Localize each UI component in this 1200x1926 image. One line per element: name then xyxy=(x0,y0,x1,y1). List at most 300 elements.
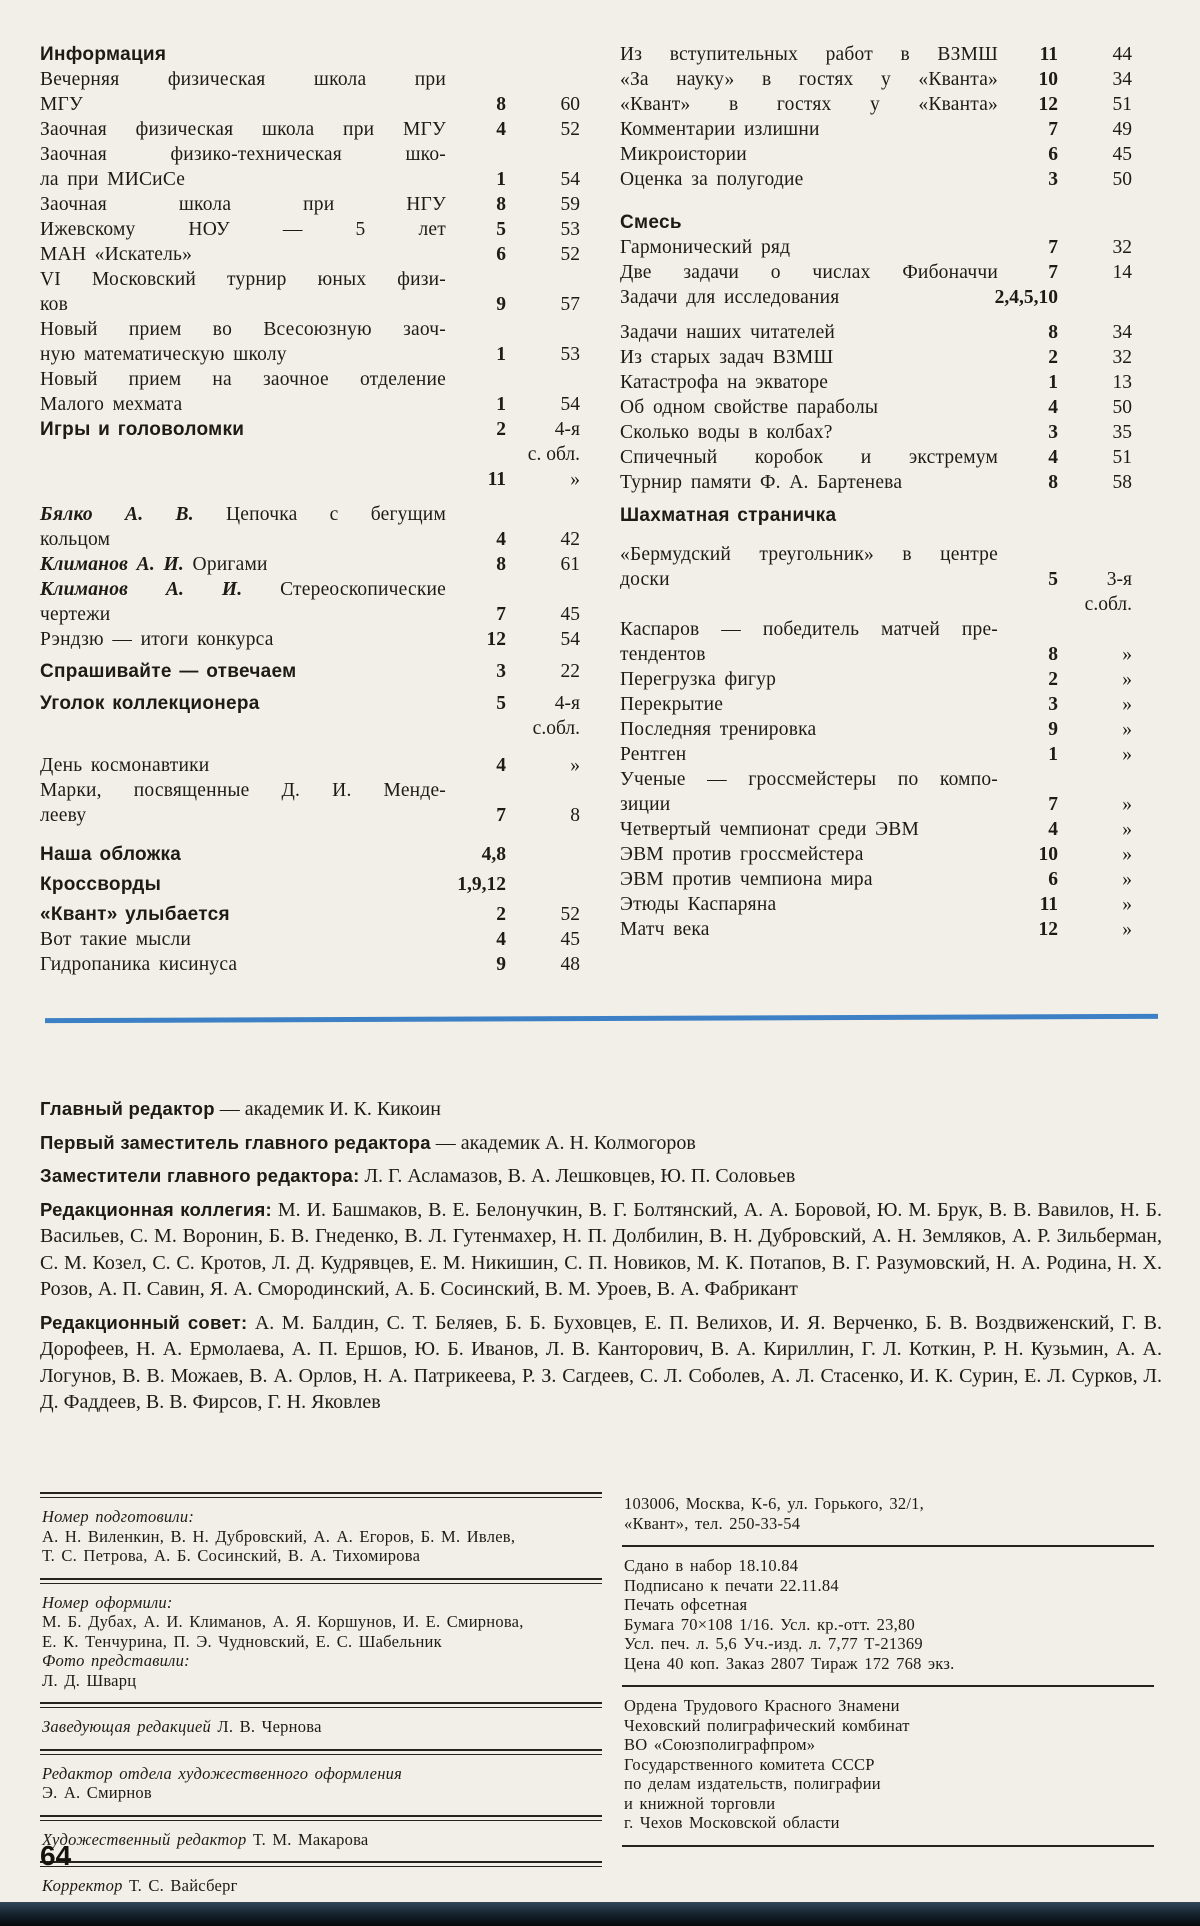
toc-entry-title xyxy=(40,552,446,577)
toc-entry-title-line: Спрашивайте — отвечаем xyxy=(40,661,297,682)
toc-entry-page: с. обл. xyxy=(527,444,580,465)
toc-entry-page: 45 xyxy=(1112,144,1132,165)
colophon-section xyxy=(40,1498,602,1578)
toc-row xyxy=(620,917,1132,942)
toc-entry-issue: 7 xyxy=(496,604,506,625)
toc-gap xyxy=(40,828,580,842)
toc-row xyxy=(40,927,580,952)
toc-entry-page: 45 xyxy=(560,929,580,950)
toc-entry-issue: 10 xyxy=(1038,844,1058,865)
toc-entry-issue: 1 xyxy=(496,344,506,365)
toc-entry-issue: 4 xyxy=(1048,447,1058,468)
toc-entry-page: 4-я xyxy=(554,419,580,440)
toc-row xyxy=(40,872,580,897)
toc-row xyxy=(620,370,1132,395)
toc-entry-issue: 12 xyxy=(1038,94,1058,115)
toc-entry-title-line: Марки, посвященные Д. И. Менде- xyxy=(40,780,446,801)
toc-row xyxy=(40,502,580,552)
toc-entry-title xyxy=(620,167,998,192)
toc-entry-page: 14 xyxy=(1112,262,1132,283)
toc-entry-issue: 6 xyxy=(1048,869,1058,890)
colophon-section xyxy=(622,1547,1154,1685)
toc-row xyxy=(40,142,580,192)
toc-entry-page: 51 xyxy=(1112,447,1132,468)
toc-row xyxy=(620,285,1132,310)
toc-entry-issue: 8 xyxy=(496,194,506,215)
toc-entry-title xyxy=(620,260,998,285)
toc-entry-title-line: Кроссворды xyxy=(40,874,162,895)
toc-entry-issue: 7 xyxy=(1048,794,1058,815)
toc-entry-issue: 3 xyxy=(1048,422,1058,443)
toc-entry-page: 52 xyxy=(560,244,580,265)
toc-row xyxy=(620,470,1132,495)
toc-row xyxy=(40,42,580,67)
toc-entry-title-line: тендентов xyxy=(620,644,706,665)
toc-row xyxy=(620,892,1132,917)
toc-entry-title-line: МГУ xyxy=(40,94,84,115)
toc-gap xyxy=(40,684,580,691)
colophon-line: г. Чехов Московской области xyxy=(624,1813,840,1832)
toc-entry-issue: 9 xyxy=(496,954,506,975)
colophon-line: по делам издательств, полиграфии xyxy=(624,1774,881,1793)
toc-row xyxy=(620,117,1132,142)
toc-entry-title-line: Оценка за полугодие xyxy=(620,169,804,190)
toc-entry-title-line: доски xyxy=(620,569,670,590)
toc-row xyxy=(40,753,580,778)
toc-row xyxy=(40,552,580,577)
toc-entry-title xyxy=(40,627,446,652)
toc-entry-author: Бялко А. В. xyxy=(40,504,226,525)
colophon-line: Цена 40 коп. Заказ 2807 Тираж 172 768 экз. xyxy=(624,1653,955,1673)
toc-entry-page: 32 xyxy=(1112,347,1132,368)
toc-entry-title-line: Вот такие мысли xyxy=(40,929,192,950)
toc-row xyxy=(620,817,1132,842)
toc-entry-title-line: Перекрытие xyxy=(620,694,724,715)
toc-row xyxy=(620,503,1132,528)
toc-entry-issue: 1 xyxy=(1048,744,1058,765)
toc-entry-issue: 3 xyxy=(1048,169,1058,190)
toc-entry-title-line: Рэндзю — итоги конкурса xyxy=(40,629,274,650)
colophon-line: Заведующая редакцией Л. В. Чернова xyxy=(42,1717,322,1736)
toc-entry-title-line: ЭВМ против гроссмейстера xyxy=(620,844,864,865)
toc-entry-title xyxy=(620,42,998,67)
toc-entry-page: 50 xyxy=(1112,397,1132,418)
toc-entry-page: 44 xyxy=(1112,44,1132,65)
toc-entry-page: » xyxy=(1122,919,1132,940)
toc-row xyxy=(620,260,1132,285)
editorial-staff-block xyxy=(40,1096,1162,1423)
colophon-line: А. Н. Виленкин, В. Н. Дубровский, А. А. Егоров, Б. М. Ивлев, xyxy=(42,1526,516,1546)
toc-entry-page: 3-я xyxy=(1106,569,1132,590)
toc-entry-page: » xyxy=(1122,719,1132,740)
toc-entry-title-line: Бялко А. В. Цепочка с бегущим xyxy=(40,504,446,525)
toc-entry-title-line: кольцом xyxy=(40,529,111,550)
toc-entry-issue: 1 xyxy=(496,394,506,415)
toc-entry-issue: 3 xyxy=(496,661,506,682)
toc-entry-issue: 4 xyxy=(496,119,506,140)
toc-entry-title xyxy=(40,217,446,242)
toc-entry-title xyxy=(40,67,446,117)
toc-row xyxy=(40,442,580,467)
toc-entry-page: с.обл. xyxy=(1084,594,1132,615)
toc-entry-issue: 1 xyxy=(1048,372,1058,393)
toc-entry-title-line: ла при МИСиСе xyxy=(40,169,186,190)
toc-entry-title xyxy=(40,753,446,778)
toc-entry-issue: 2 xyxy=(496,904,506,925)
toc-row xyxy=(40,417,580,442)
toc-row xyxy=(40,842,580,867)
toc-entry-title xyxy=(40,242,446,267)
toc-entry-title xyxy=(40,192,446,217)
colophon-role-label: Заведующая редакцией xyxy=(42,1717,212,1736)
toc-entry-issue: 10 xyxy=(1038,69,1058,90)
colophon-line: М. Б. Дубах, А. И. Климанов, А. Я. Коршунов, И. Е. Смирнова, xyxy=(42,1612,524,1631)
toc-row xyxy=(40,242,580,267)
toc-entry-issue: 9 xyxy=(1048,719,1058,740)
toc-entry-page: » xyxy=(570,755,580,776)
toc-entry-issue: 4,8 xyxy=(481,844,506,865)
toc-entry-issue: 5 xyxy=(496,219,506,240)
toc-gap xyxy=(620,310,1132,320)
toc-right-column xyxy=(620,42,1132,942)
colophon-line: «Квант», тел. 250-33-54 xyxy=(624,1513,801,1533)
toc-entry-issue: 2,4,5,10 xyxy=(994,287,1058,308)
editorial-paragraph: Редакционный совет: А. М. Балдин, С. Т. Беляев, Б. Б. Буховцев, Е. П. Велихов, И. Я. Верченко, Б. В. Воздвиженский, Г. В. Дорофеев, Н. А. Ермолаева, А. П. Ершов, Ю. Б. Иванов, Л. В. Канторович, В. А. Кириллин, Г. Л. Коткин, Р. Н. Кузьмин, А. А. Логунов, В. В. Можаев, В. А. Орлов, Н. А. Патрикеева, Р. З. Сагдеев, С. Л. Соболев, А. Л. Стасенко, И. К. Сурин, Е. Л. Сурков, Л. Д. Фаддеев, В. В. Фирсов, Г. Н. Яковлев xyxy=(40,1311,1162,1413)
toc-entry-title xyxy=(620,842,998,867)
toc-entry-title xyxy=(620,445,998,470)
toc-entry-page: » xyxy=(1122,694,1132,715)
toc-entry-title-line: Климанов А. И. Стереоскопические xyxy=(40,579,446,600)
toc-entry-title-line: зиции xyxy=(620,794,671,815)
toc-entry-issue: 1 xyxy=(496,169,506,190)
toc-entry-issue: 5 xyxy=(496,693,506,714)
toc-entry-title-line: Две задачи о числах Фибоначчи xyxy=(620,262,998,283)
toc-row xyxy=(620,345,1132,370)
toc-entry-title xyxy=(620,142,998,167)
toc-entry-page: 34 xyxy=(1112,69,1132,90)
toc-row xyxy=(620,445,1132,470)
toc-entry-issue: 8 xyxy=(496,94,506,115)
colophon-imprint-block xyxy=(622,1492,1154,1847)
toc-row xyxy=(40,902,580,927)
colophon-line xyxy=(42,1593,602,1613)
colophon-line xyxy=(42,1507,602,1527)
toc-entry-page: » xyxy=(1122,869,1132,890)
toc-entry-title xyxy=(620,117,998,142)
toc-entry-issue: 11 xyxy=(1039,44,1058,65)
toc-entry-title-line: «Квант» улыбается xyxy=(40,904,230,925)
toc-entry-title-line: МАН «Искатель» xyxy=(40,244,193,265)
toc-entry-issue: 4 xyxy=(496,755,506,776)
editorial-paragraph: Заместители главного редактора: Л. Г. Асламазов, В. А. Лешковцев, Ю. П. Соловьев xyxy=(40,1165,796,1187)
colophon-line: ВО «Союзполиграфпром» xyxy=(624,1735,816,1754)
toc-entry-issue: 7 xyxy=(1048,237,1058,258)
toc-gap xyxy=(620,495,1132,503)
colophon-line: Бумага 70×108 1/16. Усл. кр.-отт. 23,80 xyxy=(624,1614,915,1634)
toc-row xyxy=(40,267,580,317)
toc-entry-title xyxy=(40,142,446,192)
toc-entry-title-line: Ученые — гроссмейстеры по компо- xyxy=(620,769,998,790)
colophon-line: и книжной торговли xyxy=(624,1793,776,1813)
toc-entry-title-line: Информация xyxy=(40,44,167,65)
toc-entry-page: » xyxy=(1122,669,1132,690)
toc-entry-title-line: Турнир памяти Ф. А. Бартенева xyxy=(620,472,903,493)
toc-entry-title-line: «За науку» в гостях у «Кванта» xyxy=(620,69,998,90)
section-divider-rule xyxy=(45,1014,1158,1023)
toc-entry-issue: 8 xyxy=(1048,644,1058,665)
toc-entry-title xyxy=(620,617,998,667)
colophon-line: Художественный редактор Т. М. Макарова xyxy=(42,1829,369,1849)
toc-entry-issue: 4 xyxy=(1048,397,1058,418)
toc-entry-title-line: Последняя тренировка xyxy=(620,719,817,740)
toc-entry-page: 54 xyxy=(560,169,580,190)
toc-entry-page: 45 xyxy=(560,604,580,625)
colophon-line: Государственного комитета СССР xyxy=(624,1754,875,1774)
colophon-rule xyxy=(622,1845,1154,1847)
toc-entry-title-line: Матч века xyxy=(620,919,710,940)
toc-row xyxy=(40,952,580,977)
colophon-role-label: Редактор отдела художественного оформления xyxy=(42,1763,403,1783)
toc-entry-title-line: Микроистории xyxy=(620,144,747,165)
toc-entry-page: 34 xyxy=(1112,322,1132,343)
toc-entry-title xyxy=(40,778,446,828)
toc-entry-title-line: Уголок коллекционера xyxy=(40,693,260,714)
toc-row xyxy=(620,92,1132,117)
editorial-paragraph: Первый заместитель главного редактора — академик А. Н. Колмогоров xyxy=(40,1131,696,1154)
toc-entry-page: 53 xyxy=(560,344,580,365)
toc-row xyxy=(620,167,1132,192)
toc-entry-title-line: «Бермудский треугольник» в центре xyxy=(620,544,998,565)
editorial-role-label: Заместители главного редактора: xyxy=(40,1165,360,1186)
toc-entry-page: 49 xyxy=(1112,119,1132,140)
toc-entry-title-line: Сколько воды в колбах? xyxy=(620,422,833,443)
toc-entry-issue: 8 xyxy=(1048,472,1058,493)
toc-entry-title-line: Ижевскому НОУ — 5 лет xyxy=(40,219,446,240)
toc-entry-title xyxy=(620,395,998,420)
toc-entry-title-line: Четвертый чемпионат среди ЭВМ xyxy=(620,819,919,840)
toc-entry-title-line: Рентген xyxy=(620,744,687,765)
toc-entry-title xyxy=(40,577,446,627)
toc-row xyxy=(620,320,1132,345)
colophon-line: Подписано к печати 22.11.84 xyxy=(624,1575,839,1595)
toc-entry-issue: 12 xyxy=(486,629,506,650)
colophon-role-label: Художественный редактор xyxy=(42,1829,247,1849)
toc-entry-page: » xyxy=(1122,644,1132,665)
toc-entry-title xyxy=(620,92,998,117)
colophon-role-label: Корректор xyxy=(42,1876,123,1895)
toc-gap xyxy=(40,652,580,659)
page-bottom-edge-bar xyxy=(0,1902,1200,1926)
toc-entry-title xyxy=(40,367,446,417)
toc-entry-title xyxy=(40,42,446,67)
colophon-section xyxy=(40,1708,602,1749)
toc-entry-page: 8 xyxy=(570,805,580,826)
toc-gap xyxy=(40,741,580,753)
toc-entry-title-line: Комментарии излишни xyxy=(620,119,820,140)
toc-entry-title xyxy=(620,67,998,92)
toc-entry-title-line: Новый прием во Всесоюзную заоч- xyxy=(40,319,446,340)
toc-entry-title-line: Каспаров — победитель матчей пре- xyxy=(620,619,998,640)
toc-row xyxy=(620,717,1132,742)
toc-entry-page: » xyxy=(1122,844,1132,865)
colophon-section xyxy=(622,1687,1154,1845)
toc-entry-title-line: Смесь xyxy=(620,212,682,233)
toc-entry-page: 52 xyxy=(560,904,580,925)
toc-entry-title-line: Новый прием на заочное отделение xyxy=(40,369,446,390)
toc-entry-issue: 11 xyxy=(487,469,506,490)
toc-entry-title-line: День космонавтики xyxy=(40,755,210,776)
colophon-section xyxy=(40,1755,602,1815)
toc-entry-issue: 2 xyxy=(496,419,506,440)
toc-row xyxy=(40,659,580,684)
toc-left-column xyxy=(40,42,580,977)
toc-entry-title xyxy=(40,952,446,977)
toc-entry-page: 58 xyxy=(1112,472,1132,493)
toc-row xyxy=(40,117,580,142)
toc-entry-page: 32 xyxy=(1112,237,1132,258)
toc-entry-page: 53 xyxy=(560,219,580,240)
toc-entry-title-line: лееву xyxy=(40,805,87,826)
toc-row xyxy=(620,542,1132,592)
toc-row xyxy=(620,395,1132,420)
editorial-role-label: Первый заместитель главного редактора xyxy=(40,1131,431,1153)
page-number: 64 xyxy=(40,1840,72,1871)
toc-entry-title-line: Малого мехмата xyxy=(40,394,183,415)
toc-entry-title-line: Вечерняя физическая школа при xyxy=(40,69,446,90)
toc-entry-title xyxy=(620,767,998,817)
toc-entry-issue: 3 xyxy=(1048,694,1058,715)
colophon-section xyxy=(622,1492,1154,1545)
editorial-role-label: Главный редактор xyxy=(40,1098,215,1119)
toc-entry-title-line: чертежи xyxy=(40,604,111,625)
toc-entry-title-line: Шахматная страничка xyxy=(620,505,837,526)
toc-entry-issue: 9 xyxy=(496,294,506,315)
toc-entry-title-line: Заочная физическая школа при МГУ xyxy=(40,119,446,140)
toc-entry-title xyxy=(620,742,998,767)
toc-gap xyxy=(620,192,1132,210)
toc-row xyxy=(620,235,1132,260)
toc-entry-title-line: Спичечный коробок и экстремум xyxy=(620,447,998,468)
toc-entry-title xyxy=(40,267,446,317)
toc-entry-issue: 8 xyxy=(1048,322,1058,343)
colophon-line: Корректор Т. С. Вайсберг xyxy=(42,1876,238,1895)
toc-entry-title-line: Задачи для исследования xyxy=(620,287,840,308)
toc-entry-title xyxy=(620,717,998,742)
toc-entry-title xyxy=(620,345,998,370)
toc-entry-title xyxy=(620,892,998,917)
toc-entry-title-line: Гидропаника кисинуса xyxy=(40,954,238,975)
colophon-credits-block xyxy=(40,1492,602,1914)
toc-entry-page: » xyxy=(1122,794,1132,815)
colophon-line xyxy=(42,1764,602,1784)
toc-row xyxy=(620,142,1132,167)
toc-entry-issue: 1,9,12 xyxy=(457,874,506,895)
toc-entry-title-line: Игры и головоломки xyxy=(40,419,245,440)
toc-row xyxy=(620,667,1132,692)
toc-entry-title xyxy=(620,503,998,528)
toc-entry-page: » xyxy=(1122,894,1132,915)
toc-row xyxy=(40,691,580,716)
toc-entry-title xyxy=(40,842,446,867)
toc-entry-title xyxy=(620,320,998,345)
toc-row xyxy=(620,867,1132,892)
toc-entry-title-line: Гармонический ряд xyxy=(620,237,791,258)
colophon-role-label: Номер оформили: xyxy=(42,1592,173,1612)
toc-entry-page: 54 xyxy=(560,394,580,415)
colophon-role-label: Номер подготовили: xyxy=(42,1507,195,1526)
toc-entry-issue: 4 xyxy=(496,929,506,950)
colophon-line: Печать офсетная xyxy=(624,1595,748,1614)
toc-entry-title-line: «Квант» в гостях у «Кванта» xyxy=(620,94,998,115)
toc-entry-page: 61 xyxy=(560,554,580,575)
toc-row xyxy=(620,742,1132,767)
toc-entry-page: 22 xyxy=(560,661,580,682)
colophon-line: Е. К. Тенчурина, П. Э. Чудновский, Е. С. Шабельник xyxy=(42,1631,442,1651)
toc-entry-title-line: ную математическую школу xyxy=(40,344,287,365)
toc-entry-title-line: VI Московский турнир юных физи- xyxy=(40,269,446,290)
toc-row xyxy=(620,420,1132,445)
toc-row xyxy=(40,192,580,217)
editorial-paragraph: Главный редактор — академик И. К. Кикоин xyxy=(40,1098,441,1120)
toc-entry-issue: 8 xyxy=(496,554,506,575)
editorial-paragraph: Редакционная коллегия: М. И. Башмаков, В. Е. Белонучкин, В. Г. Болтянский, А. А. Боровой, Ю. М. Брук, В. В. Вавилов, Н. Б. Васильев, С. М. Воронин, Б. В. Гнеденко, В. Л. Гутенмахер, Н. П. Долбилин, В. Н. Дубровский, А. Н. Земляков, А. Р. Зильберман, С. М. Козел, С. С. Кротов, Л. Д. Кудрявцев, Е. М. Никишин, С. П. Новиков, М. К. Потапов, В. Г. Разумовский, Н. А. Родина, Н. Х. Розов, А. П. Савин, Я. А. Смородинский, А. Б. Сосинский, В. М. Уроев, В. А. Фабрикант xyxy=(40,1198,1162,1300)
toc-entry-title xyxy=(620,542,998,592)
toc-entry-page: 59 xyxy=(560,194,580,215)
toc-entry-issue: 4 xyxy=(496,529,506,550)
toc-row xyxy=(40,716,580,741)
toc-entry-title xyxy=(620,917,998,942)
colophon-line: Сдано в набор 18.10.84 xyxy=(624,1556,799,1575)
toc-entry-page: 42 xyxy=(560,529,580,550)
toc-entry-title xyxy=(40,117,446,142)
toc-entry-issue: 2 xyxy=(1048,347,1058,368)
toc-entry-title xyxy=(620,235,998,260)
toc-entry-page: 60 xyxy=(560,94,580,115)
toc-entry-title-line: Из старых задач ВЗМШ xyxy=(620,347,834,368)
toc-entry-title xyxy=(40,902,446,927)
colophon-section xyxy=(40,1584,602,1703)
toc-entry-issue: 7 xyxy=(1048,262,1058,283)
toc-entry-issue: 6 xyxy=(496,244,506,265)
toc-entry-author: Климанов А. И. xyxy=(40,579,281,600)
toc-gap xyxy=(40,492,580,502)
toc-row xyxy=(620,67,1132,92)
toc-entry-title xyxy=(40,691,446,716)
colophon-line: 103006, Москва, К-6, ул. Горького, 32/1, xyxy=(624,1494,925,1513)
toc-entry-issue: 5 xyxy=(1048,569,1058,590)
toc-row xyxy=(40,778,580,828)
toc-entry-title-line: Из вступительных работ в ВЗМШ xyxy=(620,44,998,65)
toc-gap xyxy=(620,528,1132,542)
toc-entry-title xyxy=(620,470,998,495)
toc-entry-title-line: Заочная физико-техническая шко- xyxy=(40,144,446,165)
toc-row xyxy=(620,767,1132,817)
toc-entry-title xyxy=(620,210,998,235)
toc-entry-page: 54 xyxy=(560,629,580,650)
toc-row xyxy=(620,210,1132,235)
toc-entry-page: 52 xyxy=(560,119,580,140)
toc-row xyxy=(620,842,1132,867)
toc-entry-issue: 2 xyxy=(1048,669,1058,690)
toc-row xyxy=(620,592,1132,617)
toc-entry-issue: 11 xyxy=(1039,894,1058,915)
toc-entry-title xyxy=(40,417,446,442)
toc-row xyxy=(40,317,580,367)
colophon-role-label: Фото представили: xyxy=(42,1651,190,1670)
toc-entry-title xyxy=(40,872,446,897)
toc-entry-issue: 4 xyxy=(1048,819,1058,840)
toc-row xyxy=(40,577,580,627)
